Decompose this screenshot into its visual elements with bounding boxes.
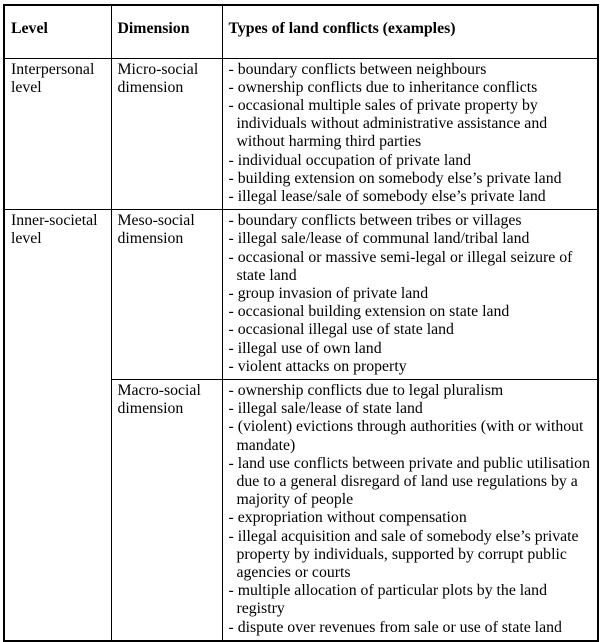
conflict-item: - violent attacks on property (228, 357, 407, 375)
conflict-item: - occasional multiple sales of private property by individuals without administrative assistance and without harming third parties (228, 96, 548, 151)
conflict-item: - individual occupation of private land (228, 151, 472, 169)
conflict-item: - ownership conflicts due to inheritance conflicts (228, 78, 538, 96)
conflict-item: - illegal sale/lease of state land (228, 400, 423, 418)
level-cell-inner-societal: Inner-societal level (4, 210, 111, 641)
conflict-item: - illegal sale/lease of communal land/tribal land (228, 230, 530, 248)
header-level: Level (4, 5, 111, 58)
conflict-item: - occasional or massive semi-legal or illegal seizure of state land (228, 248, 573, 284)
conflict-item: - (violent) evictions through authorities (with or without mandate) (228, 418, 584, 454)
conflict-item: - dispute over revenues from sale or use of state land (228, 618, 562, 636)
dimension-cell-micro: Micro-social dimension (111, 58, 222, 210)
level-cell-interpersonal: Interpersonal level (4, 58, 111, 210)
conflict-item: - occasional building extension on state land (228, 303, 510, 321)
conflict-item: - multiple allocation of particular plots by the land registry (228, 582, 547, 618)
conflict-item: - boundary conflicts between tribes or villages (228, 212, 522, 230)
conflict-item: - illegal use of own land (228, 339, 382, 357)
header-dimension: Dimension (111, 5, 222, 58)
conflict-item: - occasional illegal use of state land (228, 321, 454, 339)
types-cell-micro (222, 58, 598, 210)
conflict-item: - land use conflicts between private and public utilisation due to a general disregard of land use regulations by a majority of people (228, 454, 590, 509)
land-conflicts-table (3, 4, 599, 642)
conflict-item: - expropriation without compensation (228, 509, 467, 527)
table-row-meso (4, 210, 598, 380)
conflict-item: - boundary conflicts between neighbours (228, 60, 487, 78)
conflict-list-macro (229, 382, 592, 637)
dimension-cell-macro: Macro-social dimension (111, 379, 222, 640)
conflict-item: - illegal lease/sale of somebody else’s private land (228, 187, 546, 205)
conflict-item: - group invasion of private land (228, 284, 429, 302)
header-types: Types of land conflicts (examples) (222, 5, 598, 58)
types-cell-macro (222, 379, 598, 640)
table-row-interpersonal (4, 58, 598, 210)
header-row (4, 5, 598, 58)
conflict-item: - ownership conflicts due to legal pluralism (228, 381, 504, 399)
conflict-item: - building extension on somebody else’s private land (228, 169, 562, 187)
conflict-item: - illegal acquisition and sale of somebody else’s private property by individuals, supported by corrupt public agencies or courts (228, 527, 579, 581)
conflict-list-micro (229, 61, 592, 207)
types-cell-meso (222, 210, 598, 380)
dimension-cell-meso: Meso-social dimension (111, 210, 222, 380)
conflict-list-meso (229, 212, 592, 376)
